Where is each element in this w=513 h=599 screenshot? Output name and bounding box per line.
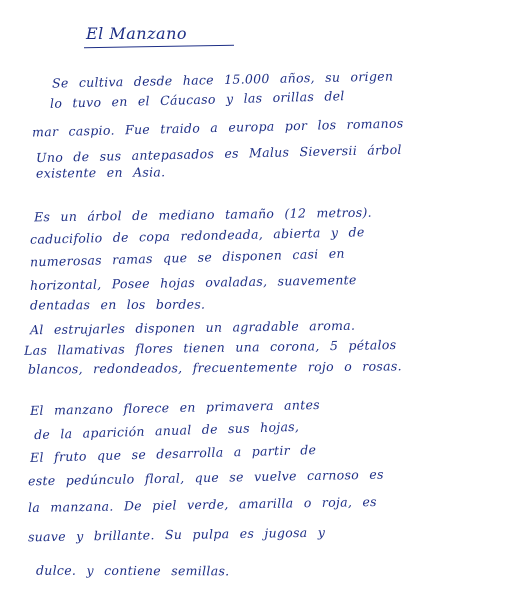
text-line: Se cultiva desde hace 15.000 años, su origen (51, 68, 394, 91)
page-title: El Manzano (86, 24, 188, 43)
text-line: lo tuvo en el Cáucaso y las orillas del (49, 88, 345, 111)
text-line: Uno de sus antepasados es Malus Sieversii árbol (35, 141, 402, 166)
text-line: de la aparición anual de sus hojas, (33, 418, 300, 443)
text-line: existente en Asia. (35, 164, 166, 181)
text-line: horizontal, Posee hojas ovaladas, suavemente (29, 272, 357, 293)
text-line: Es un árbol de mediano tamaño (12 metros). (33, 204, 372, 225)
text-line: mar caspio. Fue traido a europa por los romanos (31, 115, 404, 140)
text-line: este pedúnculo floral, que se vuelve carnoso es (27, 466, 384, 489)
text-line: Las llamativas flores tienen una corona, 5 pétalos (23, 337, 397, 358)
text-line: Al estrujarles disponen un agradable aroma. (29, 317, 356, 338)
text-line: El fruto que se desarrolla a partir de (29, 442, 317, 465)
text-line: dulce. y contiene semillas. (35, 562, 230, 579)
text-line: la manzana. De piel verde, amarilla o roja, es (27, 493, 377, 516)
text-line: El manzano florece en primavera antes (29, 396, 321, 419)
text-line: blancos, redondeados, frecuentemente rojo o rosas. (27, 358, 402, 377)
text-line: numerosas ramas que se disponen casi en (29, 245, 345, 270)
text-line: dentadas en los bordes. (29, 296, 206, 313)
text-line: caducifolio de copa redondeada, abierta y de (29, 224, 365, 247)
text-line: suave y brillante. Su pulpa es jugosa y (27, 524, 326, 545)
